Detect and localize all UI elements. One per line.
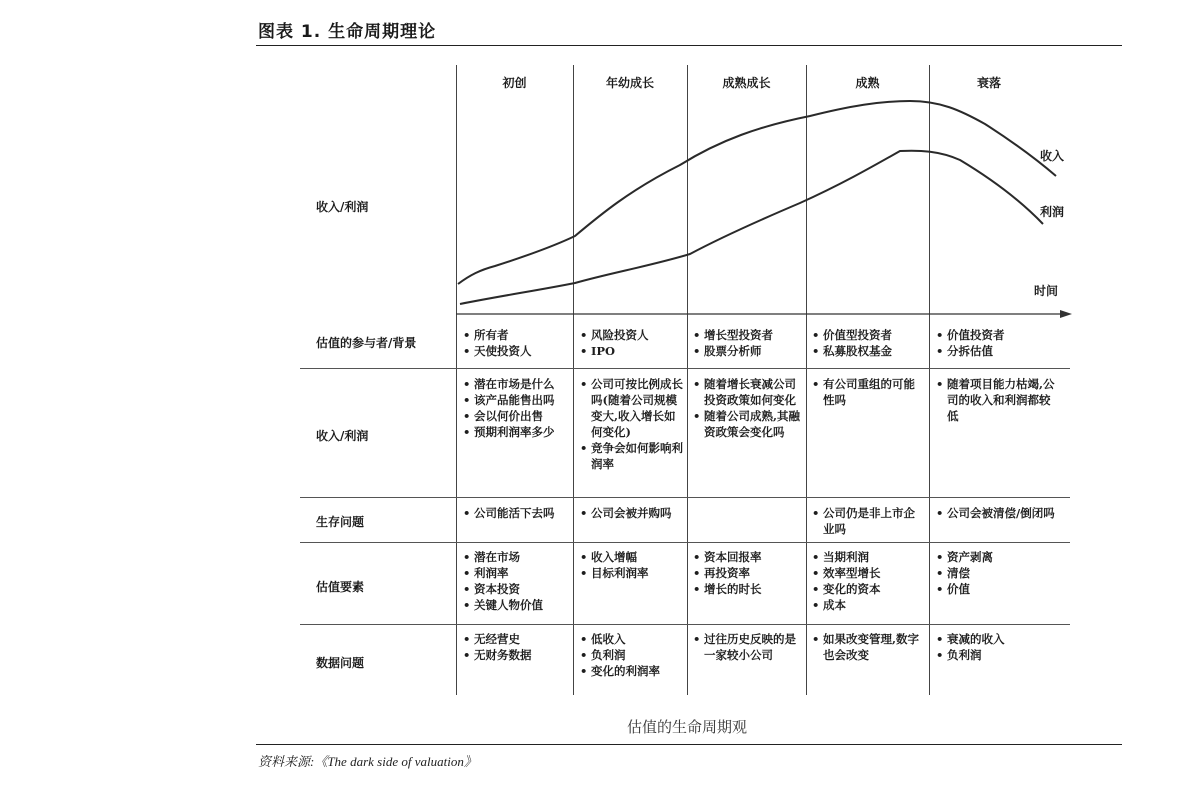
profit-curve xyxy=(460,151,1043,304)
cell-bullet-item: • 会以何价出售 xyxy=(463,408,573,424)
cell-bullet-item: • 价值投资者 xyxy=(936,327,1060,343)
cell-bullet-item: • 如果改变管理,数字也会改变 xyxy=(812,631,926,663)
cell-bullet-item: • 当期利润 xyxy=(812,549,926,565)
row-divider xyxy=(300,542,1070,543)
cell-revenue-young-growth xyxy=(580,376,684,472)
cell-bullet-item: • 公司仍是非上市企业吗 xyxy=(812,505,926,537)
row-label-revenue-profit: 收入/利润 xyxy=(316,429,369,443)
cell-bullet-item: • 效率型增长 xyxy=(812,565,926,581)
cell-participants-mature xyxy=(812,327,926,359)
cell-factors-mature-growth xyxy=(693,549,803,597)
cell-bullet-item: • 变化的资本 xyxy=(812,581,926,597)
chart-y-label: 收入/利润 xyxy=(316,200,369,214)
cell-revenue-mature xyxy=(812,376,926,408)
cell-bullet-item: • 增长型投资者 xyxy=(693,327,803,343)
revenue-curve xyxy=(458,101,1056,284)
time-axis-arrow xyxy=(1060,310,1072,318)
cell-data-mature xyxy=(812,631,926,663)
cell-bullet-item: • 价值型投资者 xyxy=(812,327,926,343)
cell-revenue-startup xyxy=(463,376,573,440)
row-divider xyxy=(300,624,1070,625)
cell-survival-decline xyxy=(936,505,1060,521)
row-divider xyxy=(300,368,1070,369)
cell-bullet-item: • 低收入 xyxy=(580,631,684,647)
cell-bullet-item: • 无财务数据 xyxy=(463,647,573,663)
cell-bullet-item: • 有公司重组的可能性吗 xyxy=(812,376,926,408)
cell-revenue-decline xyxy=(936,376,1060,424)
row-label-valuation-factors: 估值要素 xyxy=(316,580,365,594)
cell-bullet-item: • 公司会被并购吗 xyxy=(580,505,684,521)
cell-bullet-item: • 所有者 xyxy=(463,327,573,343)
diagram-caption: 估值的生命周期观 xyxy=(627,718,748,736)
row-label-data-issues: 数据问题 xyxy=(316,656,365,670)
cell-revenue-mature-growth xyxy=(693,376,803,440)
row-label-participants: 估值的参与者/背景 xyxy=(316,336,417,350)
stage-mature-growth: 成熟成长 xyxy=(722,76,771,90)
cell-bullet-item: • 清偿 xyxy=(936,565,1060,581)
stage-startup: 初创 xyxy=(502,76,527,90)
cell-survival-mature xyxy=(812,505,926,537)
revenue-curve-label: 收入 xyxy=(1040,149,1065,163)
figure-heading: 图表 1. 生命周期理论 xyxy=(258,22,437,42)
cell-bullet-item: • 资本回报率 xyxy=(693,549,803,565)
row-label-survival: 生存问题 xyxy=(316,515,365,529)
cell-bullet-item: • 随着增长衰减公司投资政策如何变化 xyxy=(693,376,803,408)
stage-young-growth: 年幼成长 xyxy=(605,76,654,90)
cell-participants-young-growth xyxy=(580,327,684,359)
cell-factors-decline xyxy=(936,549,1060,597)
cell-bullet-item: • 利润率 xyxy=(463,565,573,581)
cell-bullet-item: • 收入增幅 xyxy=(580,549,684,565)
cell-bullet-item: • 衰减的收入 xyxy=(936,631,1060,647)
source-note: 资料来源:《The dark side of valuation》 xyxy=(258,754,477,769)
cell-factors-mature xyxy=(812,549,926,613)
chart-x-label: 时间 xyxy=(1034,284,1059,298)
cell-survival-startup xyxy=(463,505,573,521)
cell-bullet-item: • 公司可按比例成长吗(随着公司规模变大,收入增长如何变化) xyxy=(580,376,684,440)
cell-participants-startup xyxy=(463,327,573,359)
cell-bullet-item: • 再投资率 xyxy=(693,565,803,581)
cell-bullet-item: • 公司能活下去吗 xyxy=(463,505,573,521)
cell-bullet-item: • 天使投资人 xyxy=(463,343,573,359)
cell-bullet-item: • 资产剥离 xyxy=(936,549,1060,565)
cell-participants-mature-growth xyxy=(693,327,803,359)
cell-bullet-item: • 负利润 xyxy=(936,647,1060,663)
cell-bullet-item: • 负利润 xyxy=(580,647,684,663)
cell-data-decline xyxy=(936,631,1060,663)
cell-bullet-item: • 变化的利润率 xyxy=(580,663,684,679)
cell-bullet-item: • 资本投资 xyxy=(463,581,573,597)
cell-bullet-item: • 潜在市场是什么 xyxy=(463,376,573,392)
bottom-rule xyxy=(256,744,1122,745)
stage-decline: 衰落 xyxy=(976,76,1001,90)
cell-bullet-item: • 随着公司成熟,其融资政策会变化吗 xyxy=(693,408,803,440)
cell-data-young-growth xyxy=(580,631,684,679)
cell-participants-decline xyxy=(936,327,1060,359)
cell-bullet-item: • 风险投资人 xyxy=(580,327,684,343)
cell-bullet-item: • 该产品能售出吗 xyxy=(463,392,573,408)
cell-bullet-item: • 分拆估值 xyxy=(936,343,1060,359)
cell-bullet-item: • 公司会被清偿/倒闭吗 xyxy=(936,505,1060,521)
cell-data-startup xyxy=(463,631,573,663)
cell-bullet-item: • IPO xyxy=(580,343,684,359)
cell-bullet-item: • 股票分析师 xyxy=(693,343,803,359)
cell-data-mature-growth xyxy=(693,631,803,663)
cell-bullet-item: • 随着项目能力枯竭,公司的收入和利润都较低 xyxy=(936,376,1060,424)
cell-bullet-item: • 成本 xyxy=(812,597,926,613)
cell-bullet-item: • 无经营史 xyxy=(463,631,573,647)
profit-curve-label: 利润 xyxy=(1040,205,1065,219)
row-divider xyxy=(300,497,1070,498)
cell-factors-startup xyxy=(463,549,573,613)
cell-bullet-item: • 价值 xyxy=(936,581,1060,597)
cell-bullet-item: • 增长的时长 xyxy=(693,581,803,597)
cell-bullet-item: • 竞争会如何影响利润率 xyxy=(580,440,684,472)
cell-bullet-item: • 预期利润率多少 xyxy=(463,424,573,440)
cell-bullet-item: • 过往历史反映的是一家较小公司 xyxy=(693,631,803,663)
cell-survival-young-growth xyxy=(580,505,684,521)
stage-mature: 成熟 xyxy=(855,76,880,90)
cell-factors-young-growth xyxy=(580,549,684,581)
cell-bullet-item: • 潜在市场 xyxy=(463,549,573,565)
cell-bullet-item: • 目标利润率 xyxy=(580,565,684,581)
cell-bullet-item: • 关键人物价值 xyxy=(463,597,573,613)
cell-bullet-item: • 私募股权基金 xyxy=(812,343,926,359)
